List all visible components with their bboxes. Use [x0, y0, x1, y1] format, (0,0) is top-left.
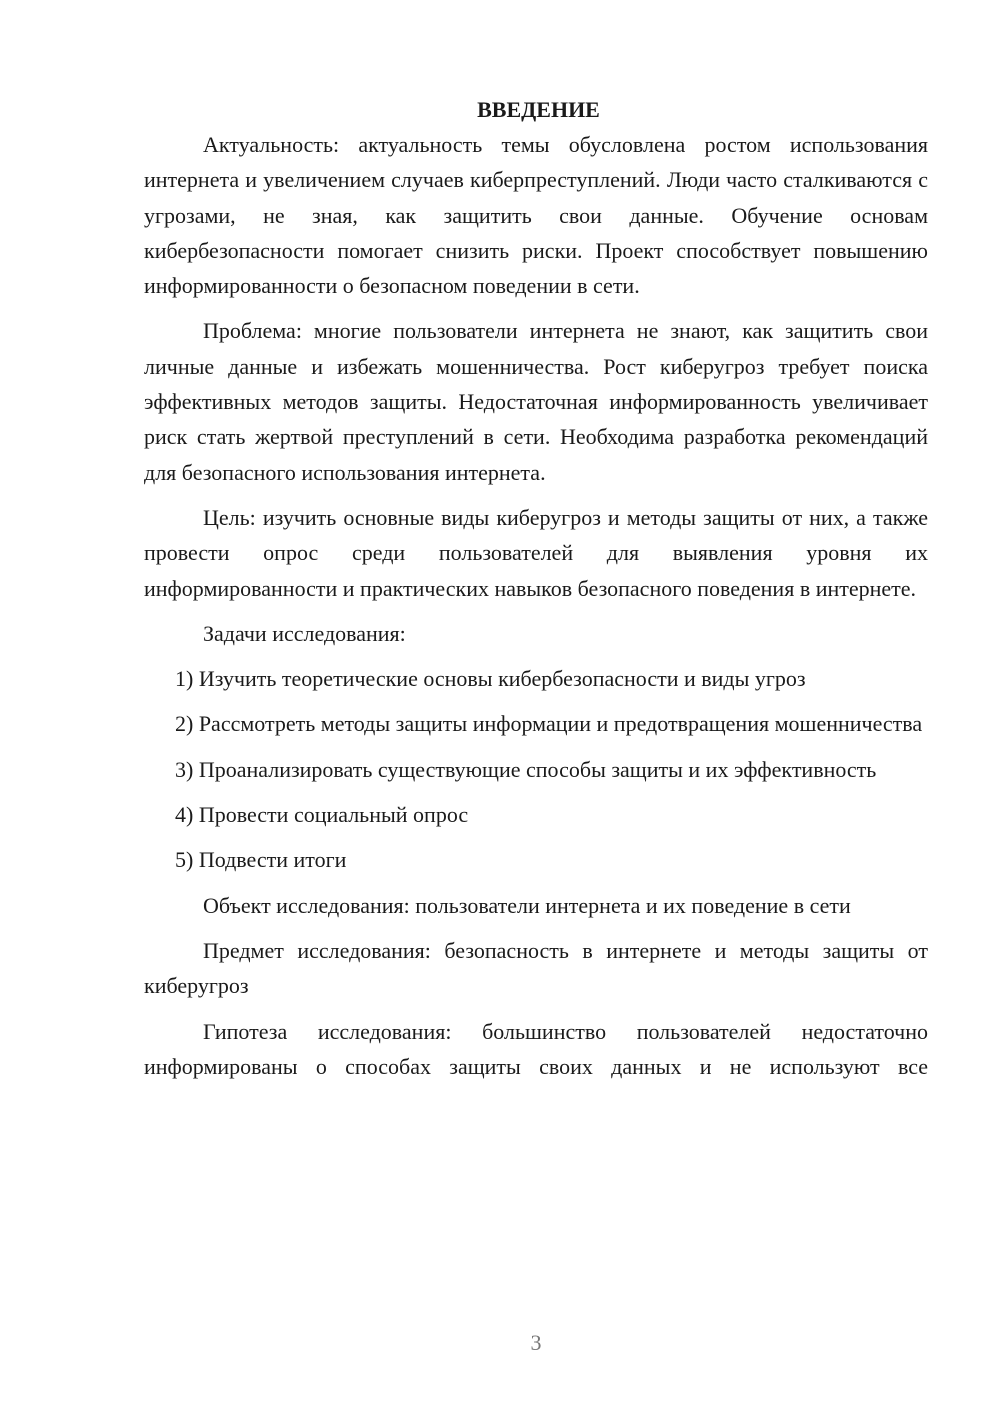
page-number: 3 — [530, 1330, 542, 1355]
object-paragraph: Объект исследования: пользователи интернета и их поведение в сети — [203, 892, 851, 918]
task-item: 2) Рассмотреть методы защиты информации и предотвращения мошенничества — [175, 711, 923, 737]
task-item: 5) Подвести итоги — [175, 847, 347, 873]
problem-paragraph: Проблема: многие пользователи интернета не знают, как защитить свои личные данные и избежать мошенничества. Рост киберугроз требует поиска эффективных методов защиты. Недостаточная информированность увеличивает риск стать жертвой преступлений в сети. Необходима разработка рекомендаций для безопасного использования интернета. — [144, 318, 928, 485]
task-item: 4) Провести социальный опрос — [175, 802, 469, 828]
task-item: 1) Изучить теоретические основы кибербезопасности и виды угроз — [175, 666, 806, 692]
section-title: ВВЕДЕНИЕ — [477, 97, 600, 122]
tasks-heading: Задачи исследования: — [203, 620, 406, 646]
relevance-paragraph: Актуальность: актуальность темы обусловлена ростом использования интернета и увеличением случаев киберпреступлений. Люди часто сталкиваются с угрозами, не зная, как защитить свои данные. Обучение основам кибербезопасности помогает снизить риски. Проект способствует повышению информированности о безопасном поведении в сети. — [144, 132, 928, 299]
hypothesis-paragraph: Гипотеза исследования: большинство пользователей недостаточно информированы о способах защиты своих данных и не используют все — [144, 1018, 928, 1079]
goal-paragraph: Цель: изучить основные виды киберугроз и методы защиты от них, а также провести опрос среди пользователей для выявления уровня их информированности и практических навыков безопасного поведения в интернете. — [144, 504, 928, 601]
subject-paragraph: Предмет исследования: безопасность в интернете и методы защиты от киберугроз — [144, 937, 928, 999]
document-page — [144, 92, 928, 1084]
task-item: 3) Проанализировать существующие способы защиты и их эффективность — [175, 756, 877, 782]
